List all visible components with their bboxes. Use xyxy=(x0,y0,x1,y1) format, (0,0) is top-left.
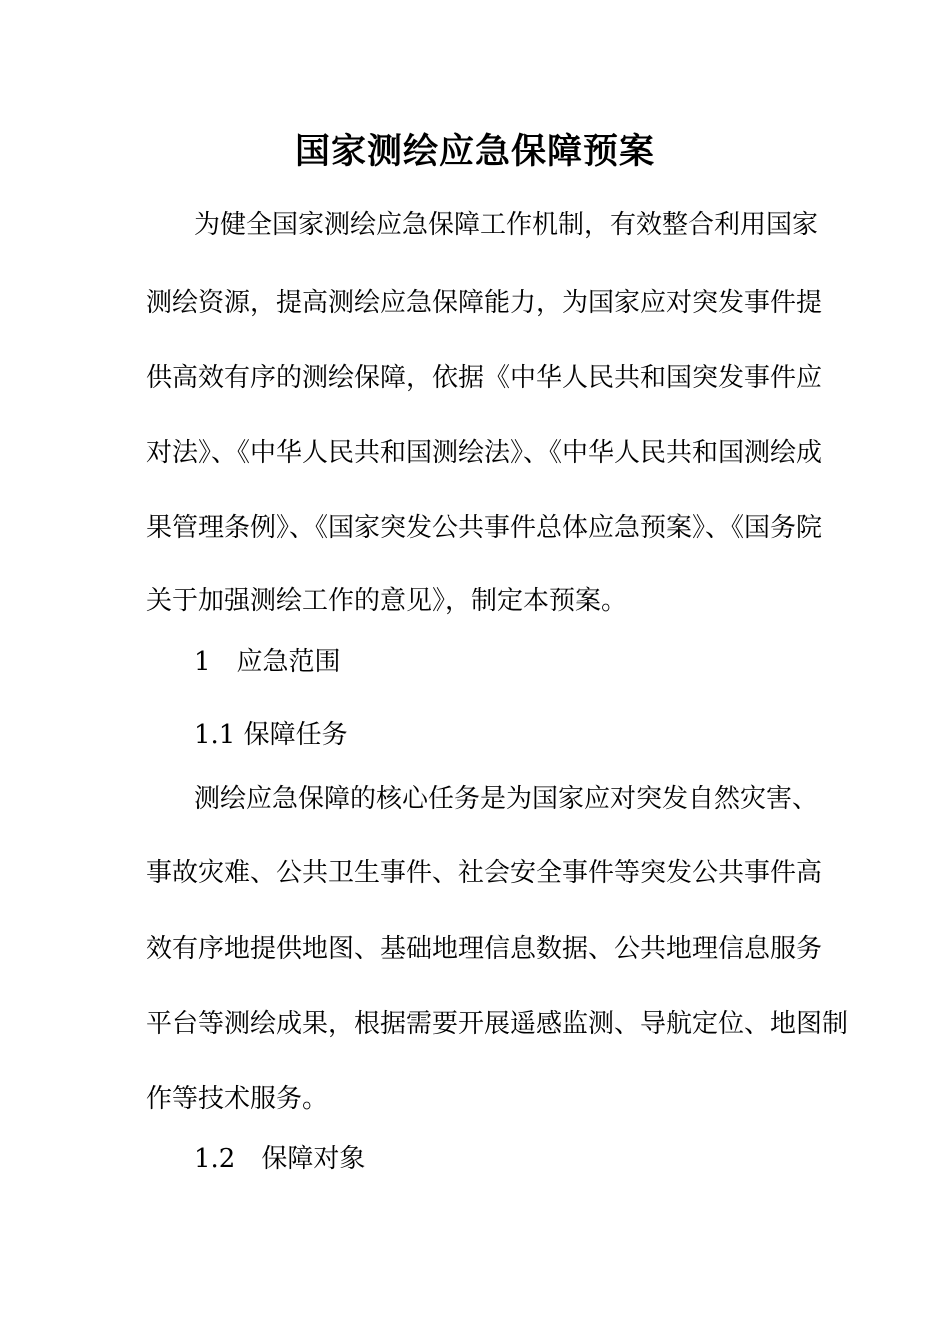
intro-paragraph-line: 供高效有序的测绘保障，依据《中华人民共和国突发事件应 xyxy=(146,363,823,393)
intro-paragraph-line: 为健全国家测绘应急保障工作机制，有效整合利用国家 xyxy=(194,210,819,240)
document-title: 国家测绘应急保障预案 xyxy=(294,132,655,172)
task-paragraph-line: 测绘应急保障的核心任务是为国家应对突发自然灾害、 xyxy=(194,784,819,814)
intro-paragraph-line: 对法》、《中华人民共和国测绘法》、《中华人民共和国测绘成 xyxy=(146,438,823,468)
section-1-heading: 1 应急范围 xyxy=(194,647,341,677)
intro-paragraph-line: 测绘资源，提高测绘应急保障能力，为国家应对突发事件提 xyxy=(146,288,823,318)
task-paragraph-line: 效有序地提供地图、基础地理信息数据、公共地理信息服务 xyxy=(146,934,823,964)
task-paragraph-line: 作等技术服务。 xyxy=(146,1084,329,1114)
section-1-1-heading: 1.1 保障任务 xyxy=(194,720,348,750)
intro-paragraph-line: 果管理条例》、《国家突发公共事件总体应急预案》、《国务院 xyxy=(146,513,823,543)
intro-paragraph-line: 关于加强测绘工作的意见》，制定本预案。 xyxy=(146,586,628,616)
task-paragraph-line: 事故灾难、公共卫生事件、社会安全事件等突发公共事件高 xyxy=(146,858,823,888)
section-1-2-heading: 1.2 保障对象 xyxy=(194,1144,366,1174)
task-paragraph-line: 平台等测绘成果，根据需要开展遥感监测、导航定位、地图制 xyxy=(146,1009,849,1039)
